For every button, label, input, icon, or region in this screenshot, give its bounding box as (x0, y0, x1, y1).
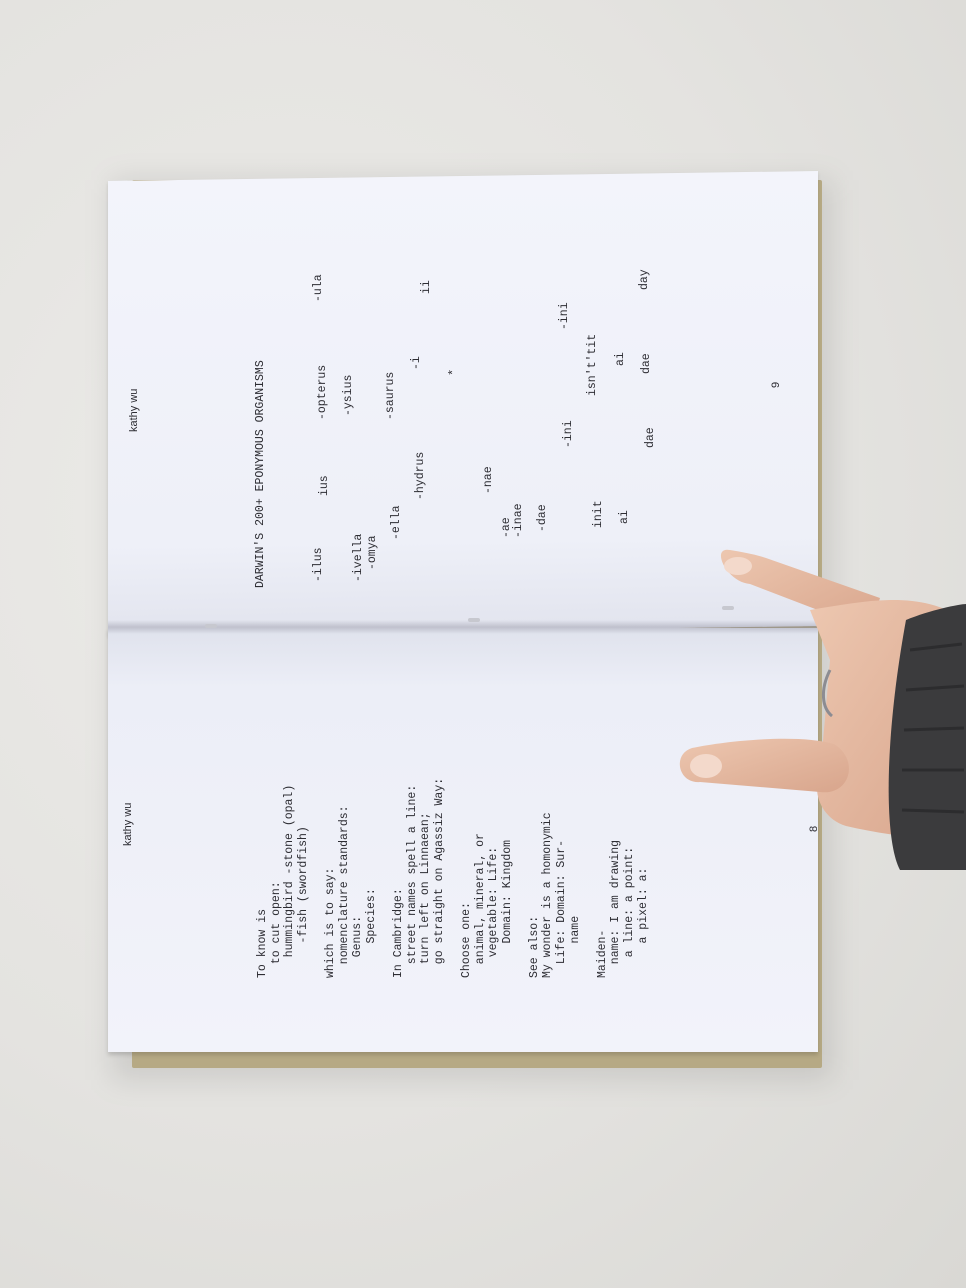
thumbnail (690, 754, 722, 778)
poem-line: go straight on Agassiz Way: (432, 777, 446, 978)
poem-line: See also: (527, 915, 541, 978)
suffix-word: -ini (562, 420, 575, 448)
poem-line: Life: Domain: Sur- (555, 839, 569, 978)
poem-line: animal, mineral, or (473, 833, 487, 978)
page-number: 8 (808, 825, 820, 832)
fingernail (724, 557, 752, 575)
suffix-word: -hydrus (414, 451, 427, 500)
poem-line: My wonder is a homonymic (541, 812, 555, 978)
suffix-word: -nae (482, 466, 495, 494)
poem-line: Domain: Kingdom (500, 839, 514, 978)
poem-line: To know is (256, 908, 269, 978)
suffix-word: dae (644, 427, 657, 448)
poem-line: vegetable: Life: (487, 846, 501, 978)
poem-line: Maiden- (595, 929, 609, 978)
suffix-word: -ula (312, 274, 325, 302)
suffix-word: -omya (366, 535, 379, 570)
poem-line: Species: (364, 888, 378, 978)
poem-line: to cut open: (269, 881, 283, 978)
poem-line: street names spell a line: (405, 784, 419, 978)
asterisk: * (447, 368, 461, 376)
suffix-word: init (592, 500, 605, 528)
suffix-word: -ysius (342, 374, 355, 416)
poem-line: Genus: (351, 915, 365, 978)
poem-line: name (568, 915, 582, 978)
suffix-word: -dae (536, 504, 549, 532)
suffix-word: -ae (500, 517, 513, 538)
poem-line: nomenclature standards: (337, 805, 351, 978)
poem-line: In Cambridge: (391, 888, 405, 978)
poem-line: -fish (swordfish) (296, 826, 310, 978)
poem-line: a line: a point: (623, 846, 637, 978)
poem-line (446, 778, 460, 978)
poem-line: a pixel: a: (636, 867, 650, 978)
staple (205, 624, 217, 628)
suffix-word: -ini (558, 302, 571, 330)
suffix-word: day (638, 269, 651, 290)
suffix-word: dae (640, 353, 653, 374)
hand-holding-booklet (670, 540, 966, 870)
suffix-word: isn't'tit (586, 333, 599, 396)
poem-line (378, 778, 392, 978)
author-header: kathy wu (122, 802, 134, 846)
page-number: 9 (770, 381, 782, 388)
author-header: kathy wu (128, 388, 140, 432)
poem-line (310, 778, 324, 978)
suffix-word: -ilus (312, 547, 325, 582)
poem-line: name: I am drawing (609, 839, 623, 978)
suffix-word: ai (614, 352, 627, 366)
suffix-word: -ivella (352, 533, 365, 582)
suffix-word: -ella (390, 505, 403, 540)
poem-title: DARWIN'S 200+ EPONYMOUS ORGANISMS (254, 360, 267, 588)
suffix-word: ai (618, 510, 631, 524)
poem-line: which is to say: (323, 867, 337, 978)
staple (468, 618, 480, 622)
poem-body (256, 778, 650, 978)
poem-line: turn left on Linnaean; (419, 812, 433, 978)
suffix-word: -inae (512, 503, 525, 538)
suffix-word: ii (420, 280, 433, 294)
suffix-word: -opterus (316, 364, 329, 420)
poem-line (514, 778, 528, 978)
poem-line: hummingbird -stone (opal) (283, 784, 297, 978)
poem-line (582, 778, 596, 978)
suffix-word: ius (318, 475, 331, 496)
suffix-word: -saurus (384, 371, 397, 420)
poem-line: Choose one: (459, 902, 473, 978)
suffix-word: -i (410, 356, 423, 370)
